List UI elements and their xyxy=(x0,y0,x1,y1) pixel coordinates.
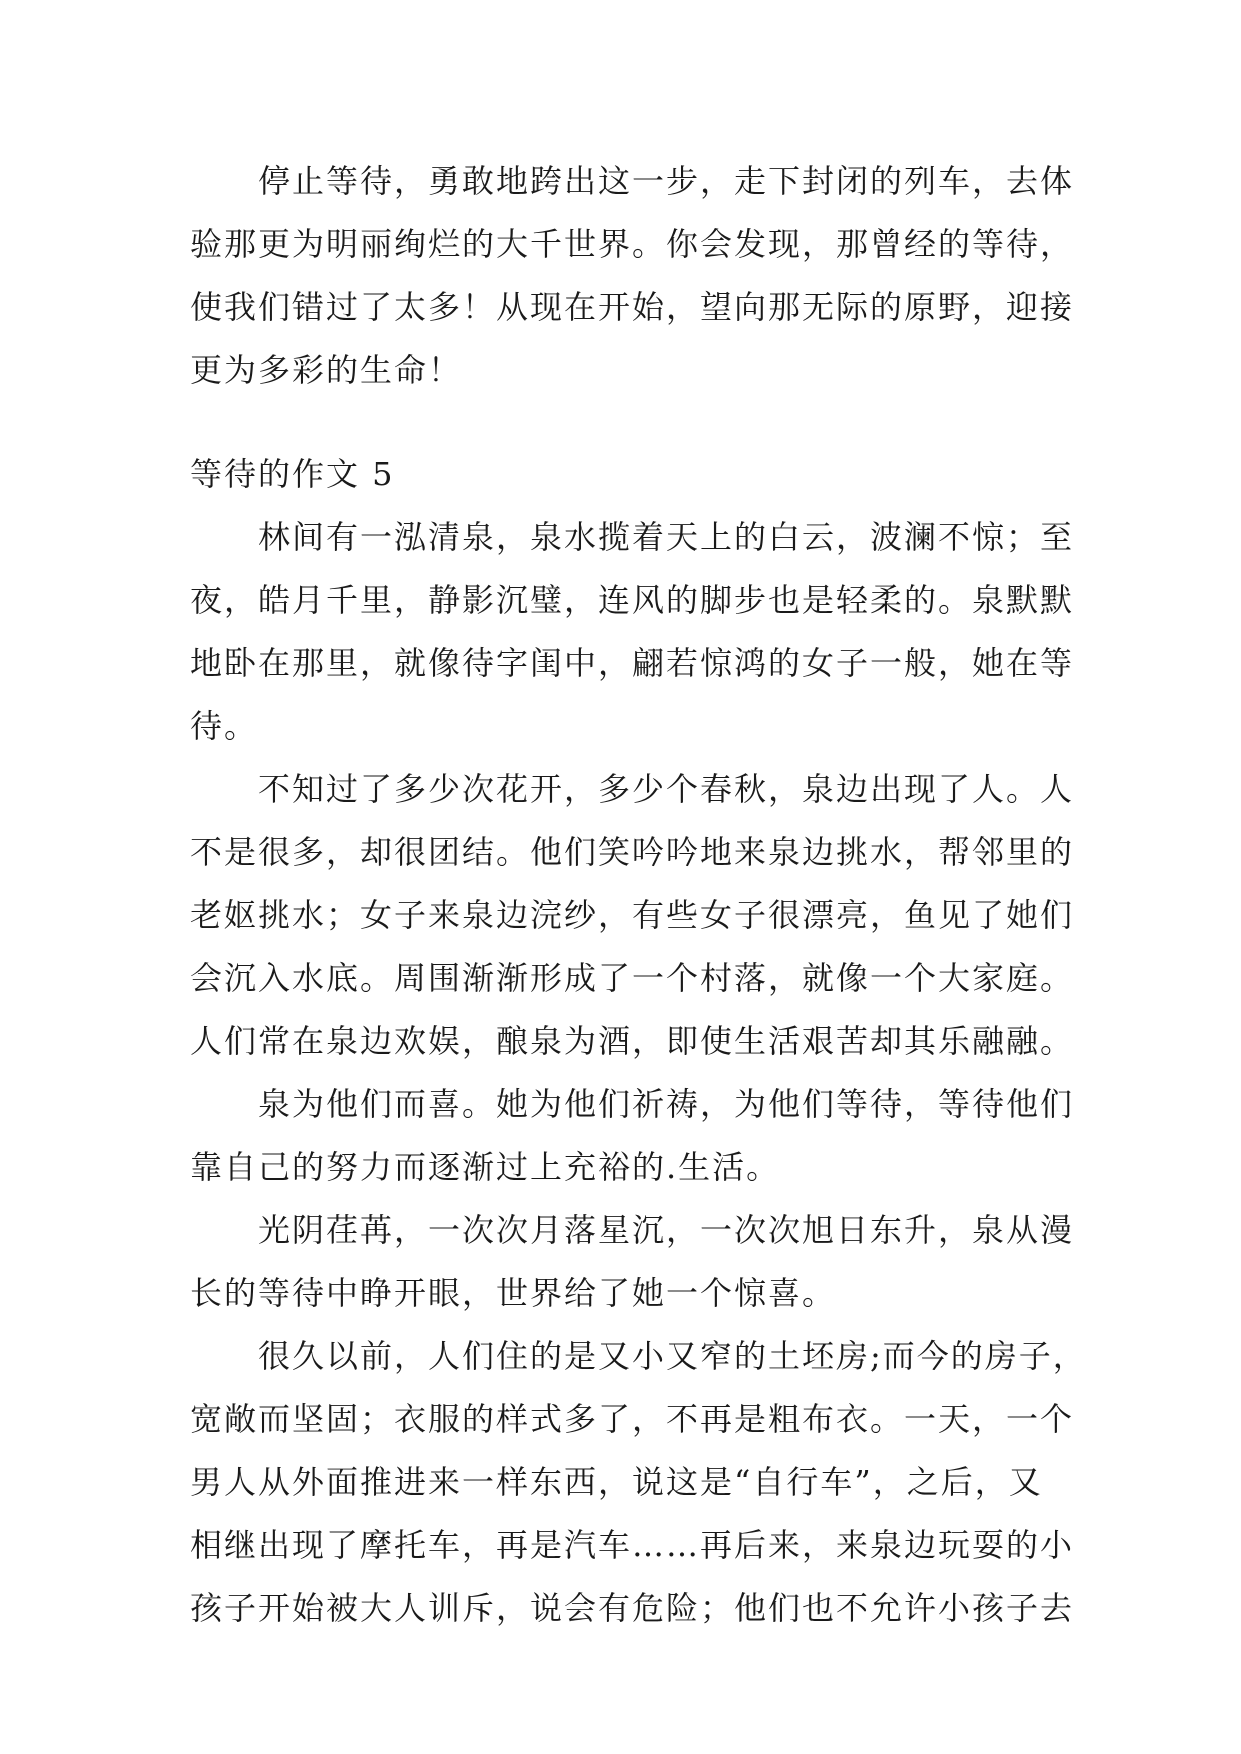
paragraph-line: 人们常在泉边欢娱，酿泉为酒，即使生活艰苦却其乐融融。 xyxy=(190,1022,1075,1060)
paragraph-line: 更为多彩的生命！ xyxy=(190,351,463,389)
paragraph-line: 不知过了多少次花开，多少个春秋，泉边出现了人。人 xyxy=(258,770,1075,808)
paragraph-line: 待。 xyxy=(190,707,259,745)
paragraph-line: 使我们错过了太多！从现在开始，望向那无际的原野，迎接 xyxy=(190,288,1075,326)
paragraph-line: 林间有一泓清泉，泉水揽着天上的白云，波澜不惊；至 xyxy=(258,518,1075,556)
section-title: 等待的作文 5 xyxy=(190,455,395,493)
paragraph-line: 夜，皓月千里，静影沉璧，连风的脚步也是轻柔的。泉默默 xyxy=(190,581,1075,619)
paragraph-line: 泉为他们而喜。她为他们祈祷，为他们等待，等待他们 xyxy=(258,1085,1075,1123)
paragraph-line: 老妪挑水；女子来泉边浣纱，有些女子很漂亮，鱼见了她们 xyxy=(190,896,1075,934)
paragraph-line: 停止等待，勇敢地跨出这一步，走下封闭的列车，去体 xyxy=(258,162,1075,200)
paragraph-line: 不是很多，却很团结。他们笑吟吟地来泉边挑水，帮邻里的 xyxy=(190,833,1075,871)
paragraph-line: 靠自己的努力而逐渐过上充裕的.生活。 xyxy=(190,1148,781,1186)
paragraph-line: 相继出现了摩托车，再是汽车……再后来，来泉边玩耍的小 xyxy=(190,1526,1075,1564)
paragraph-line: 很久以前，人们住的是又小又窄的土坯房;而今的房子， xyxy=(258,1337,1087,1375)
paragraph-line: 孩子开始被大人训斥，说会有危险；他们也不允许小孩子去 xyxy=(190,1589,1075,1627)
paragraph-line: 男人从外面推进来一样东西，说这是“自行车”，之后，又 xyxy=(190,1463,1043,1501)
paragraph-line: 长的等待中睁开眼，世界给了她一个惊喜。 xyxy=(190,1274,837,1312)
paragraph-line: 宽敞而坚固；衣服的样式多了，不再是粗布衣。一天，一个 xyxy=(190,1400,1075,1438)
paragraph-line: 会沉入水底。周围渐渐形成了一个村落，就像一个大家庭。 xyxy=(190,959,1075,997)
paragraph-line: 验那更为明丽绚烂的大千世界。你会发现，那曾经的等待， xyxy=(190,225,1075,263)
paragraph-line: 地卧在那里，就像待字闺中，翩若惊鸿的女子一般，她在等 xyxy=(190,644,1075,682)
paragraph-line: 光阴荏苒，一次次月落星沉，一次次旭日东升，泉从漫 xyxy=(258,1211,1075,1249)
